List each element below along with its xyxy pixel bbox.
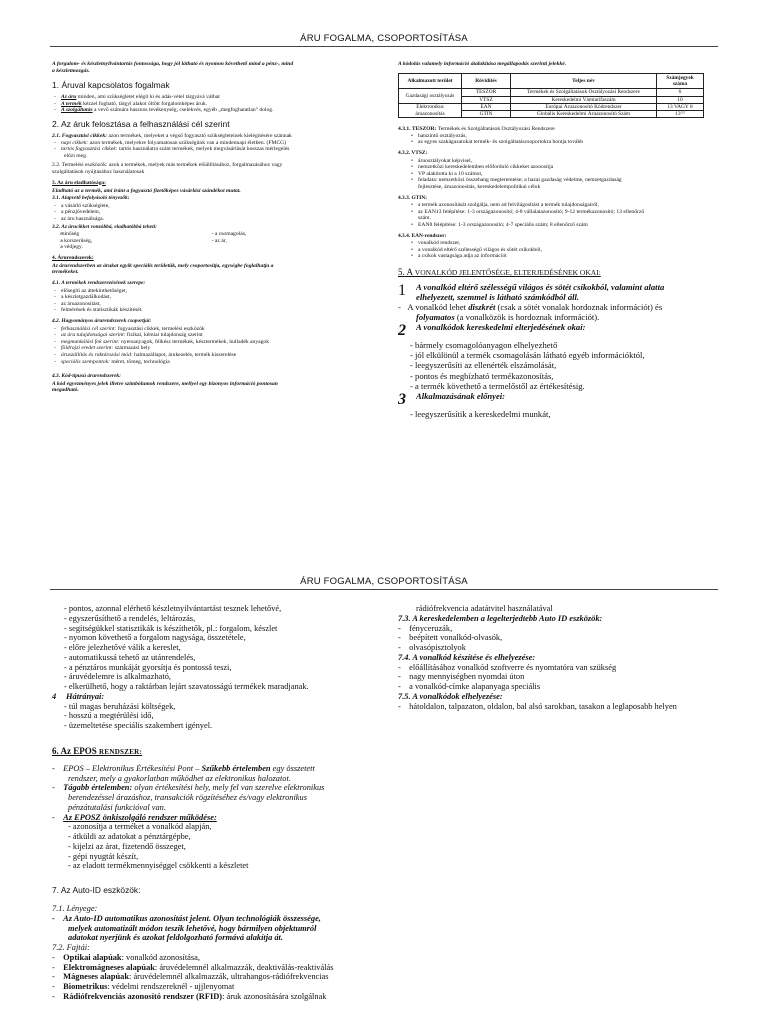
list-item: - Az Auto-ID automatikus azonosítást jelent. Olyan technológiák összessége, — [52, 913, 321, 923]
section-7-4-heading: 7.4. A vonalkód készítése és elhelyezése: — [398, 652, 536, 662]
coding-intro: A kódolás valamely információ átalakítása megállapodás szerinti jelekké. — [398, 61, 567, 67]
list-item: - Optikai alapúak: vonalkód azonosítása, — [52, 952, 200, 962]
list-item: - Az EPOSZ önkiszolgáló rendszer működése: — [52, 812, 217, 822]
list-item: - előre jelezhetővé válik a kereslet, — [64, 643, 181, 652]
rf-continuation: rádiófrekvencia adatátvitel használatával — [416, 604, 553, 613]
section-4-heading: 4. Árurendszerek: — [52, 254, 94, 261]
list-item: - pontos, azonnal elérhető készletnyilvántartást tesznek lehetővé, — [64, 604, 282, 613]
ean-heading: 4.3.4. EAN-rendszer: — [398, 232, 447, 239]
list-item: • hatszintű osztályozás, — [398, 133, 720, 140]
list-item: • VP alakította ki a 10 számot, — [398, 171, 720, 178]
page-1-header: ÁRU FOGALMA, CSOPORTOSÍTÁSA — [300, 33, 468, 44]
section-3-1-heading: 3.1. Alapvető befolyásoló tényezők: — [52, 195, 130, 202]
list-item: - pontos és megbízható termékazonosítás, — [410, 370, 554, 381]
list-item: - A termék kézzel fogható, tárgyi alakot öltött forgalomképes áruk. — [52, 101, 370, 108]
section-2-1 — [52, 133, 370, 159]
section-7-3-heading: 7.3. A kereskedelemben a legelterjedtebb Auto ID eszközök: — [398, 613, 603, 623]
section-4-3-intro: A kód egyezményes jelek illetve szimbólumok rendszere, mellyel egy bizonyos információ pontosan megadható. — [52, 380, 278, 394]
list-item: 2.1. Fogyasztási cikkek: azon termékek, melyeket a végső fogyasztó szükségleteinek kielégítésére szánnak — [52, 132, 292, 139]
list-item-continuation: folyamatos (a vonalközök is hordoznak információt). — [416, 312, 600, 323]
page-2-header-rule — [50, 589, 718, 590]
list-item: • feladata: nemzetközi összehang megteremtése; a hazai gazdaság védelme, nemzetgazdaság — [398, 177, 720, 184]
section-2-2: 2.2. Termelési eszközök: azok a termékek, melyek más termékek előállításához, forgalmazásához vagy szolgáltatások nyújtásához használatosak — [52, 162, 283, 175]
list-item: - A vonalkód lehet diszkrét (csak a sötét vonalak hordoznak információt) és — [398, 302, 663, 313]
section-4-2-heading: 4.2. Hagyományos árurendszerek csoportjai: — [52, 318, 152, 325]
list-item: - egyszerűsíthető a rendelés, leltározás, — [64, 613, 196, 623]
section-7-2-heading: 7.2. Fajtái: — [52, 943, 90, 952]
table-cell: 13 VAGY 8 — [657, 103, 704, 110]
list-item: - nyomon követhető a forgalom nagysága, összetétele, — [64, 633, 246, 643]
list-item: - a pénzjövedelem, — [52, 209, 370, 216]
list-item: • vonalkód rendszer, — [398, 240, 720, 247]
epos-list: - EPOS – Elektronikus Értékesítési Pont – Szűkebb értelemben egy összetett rendszer, mely a gyakorlatban működhet az elektronikus halozatot. - Tágabb értelemben: olyan értékesítési hely, mely fel van szerelve elektronikus berendezéssel árazáshoz, transakciók rögzítéséhez és/vagy elektronikus pénzátutalási funkcióval van. - Az EPOSZ önkiszolgáló rendszer működése: - azonosítja a terméket a vonalkód alapján, - átküldi az adatokat a pénztárgépbe, - kijelzi az árat, fizetendő összeget, - gépi nyugtát készít, - az eladott termékmennyiséggel csökkenti a készletet — [52, 764, 382, 871]
list-item: - bármely csomagolóanyagon elhelyezhető — [410, 340, 558, 351]
list-item: - hátoldalon, talpazaton, oldalon, bal alsó sarokban, tasakon a leglaposabb helyen — [398, 701, 677, 711]
list-item: - áruvédelemre is alkalmazható, — [64, 672, 171, 682]
gtin-heading: 4.3.3. GTIN: — [398, 194, 428, 201]
table-cell: TESZOR — [462, 89, 511, 96]
list-item: - fényceruzák, — [398, 623, 453, 633]
section-4-1-heading: 4.1. A termékek rendszerezésének szerepe: — [52, 280, 146, 287]
page-2-left-column: - pontos, azonnal elérhető készletnyilvántartást tesznek lehetővé, - egyszerűsíthető a rendelés, leltározás, - segítségükkel statisztikák is készíthetők, pl.: forgalom, készlet - nyomon követhető a forgalom nagysága, összetétele, - előre jelezhetővé válik a kereslet, - automatikussá tehető az utánrendelés, - a pénztáros munkáját gyorsítja és pontossá teszi, - áruvédelemre is alkalmazható, - elkerülhető, hogy a raktárban lejárt szavatosságú termékek maradjanak. 4 Hátrányai: - túl magas beruházási költségek, - hosszú a megtérülési idő, - üzemeltetése speciális szakembert igényel. 6. Az EPOS RENDSZER: - EPOS – Elektronikus Értékesítési Pont – Szűkebb értelemben egy összetett rendszer, mely a gyakorlatban működhet az elektronikus halozatot. - Tágabb értelemben: olyan értékesítési hely, mely fel van szerelve elektronikus berendezéssel árazáshoz, transakciók rögzítéséhez és/vagy elektronikus pénzátutalási funkcióval van. - Az EPOSZ önkiszolgáló rendszer működése: - azonosítja a terméket a vonalkód alapján, - átküldi az adatokat a pénztárgépbe, - kijelzi az árat, fizetendő összeget, - gépi nyugtát készít, - az eladott termékmennyiséggel csökkenti a készletet 7. Az Auto-ID eszközök: 7.1. Lényege: - Az Auto-ID automatikus azonosítást jelent. Olyan technológiák összessége, melyek automatizált módon teszik lehetővé, hogy bármilyen objektumról adatokat nyerjünk és azokat feldolgozható formává alakítja át. 7.2. Fajtái: - Optikai alapúak: vonalkód azonosítása, - Elektromágneses alapúak: áruvédelemnél alkalmazzák, deaktiválás-reaktiválás - Mágneses alapúak: áruvédelemnél alkalmazzák, ultrahangos-rádiófrekvencias - Biometrikus: védelmi rendszereknél - ujjlenyomat - Rádiófrekvenciás azonosító rendszer (RFID): áruk azonosítására szolgálnak — [52, 604, 382, 1024]
list-item: - napi cikkek: azon termékek, melyekre folyamatosan szükségünk van a mindennapi életben. (FMCG) — [52, 140, 370, 147]
list-item: - áruszállítás és raktározási mód: halmazállapot, árukezelés, termék kiszerelése — [52, 352, 370, 359]
list-item: - a készletgazdálkodást, — [52, 294, 370, 301]
section-4-2-list — [52, 326, 370, 366]
list-item: - Biometrikus: védelmi rendszereknél - ujjlenyomat — [52, 982, 235, 991]
list-item: - speciális szempontok: méret, tömeg, technológia — [52, 359, 370, 366]
section-5-heading: 5. A VONALKÓD JELENTŐSÉGE, ELTERJEDÉSÉNEK OKAI: — [398, 266, 601, 277]
section-3-2-heading: 3.2. Az árucikket vonzóbbá, eladhatóbbá teheti: — [52, 223, 157, 230]
table-row — [399, 103, 704, 110]
list-item: - jól elkülönül a termék csomagolásán látható egyéb információktól, — [410, 350, 645, 361]
page-1-header-rule — [50, 46, 718, 47]
section-3-1-list — [52, 203, 370, 223]
section-7-5-heading: 7.5. A vonalkódok elhelyezése: — [398, 691, 503, 701]
list-item: - a pénztáros munkáját gyorsítja és pontossá teszi, — [64, 662, 232, 672]
list-item: - a vonalkód-címke alapanyaga speciális — [398, 682, 541, 691]
list-item: • az EAN13 felépítése: 1-3 országazonosító; 4-8 vállalatazonosító; 9-12 termékazonosító; 13 ellenőrző — [398, 209, 720, 216]
page-2-header: ÁRU FOGALMA, CSOPORTOSÍTÁSA — [300, 576, 468, 587]
list-item: • a termék azonosítását szolgálja, nem ad felvilágosítást a termék tulajdonságairól, — [398, 202, 720, 209]
table-cell: 6 — [657, 89, 704, 96]
section-2-heading: 2. Az áruk felosztása a felhasználási cél szerint — [52, 118, 230, 129]
list-item: - üzemeltetése speciális szakembert igényel. — [64, 721, 213, 730]
table-cell: Kereskedelmi Vámtarifaszám — [511, 96, 657, 103]
list-item: - az áru használsága. — [52, 216, 370, 223]
list-item: - A szolgáltatás a vevő számára hasznos tevékenység, cselekvés, egyéb „megfoghatatlan" dolog. — [52, 107, 370, 114]
list-item: • áruosztályokat képvisel, — [398, 158, 720, 165]
list-item: - leegyszerűsíti az ellenérték elszámolását, — [410, 360, 557, 371]
disadvantages-heading: 4 Hátrányai: — [52, 691, 105, 701]
list-item: előzi meg. — [64, 152, 88, 159]
list-item: - a vásárló szükséglete, — [52, 203, 370, 210]
list-item: - minőség - a csomagolás, — [52, 231, 370, 238]
list-item: - EPOS – Elektronikus Értékesítési Pont – Szűkebb értelemben egy összetett — [52, 763, 315, 773]
list-item: • a vonalkód eltérő szélességű világos és sötét csíkokból, — [398, 247, 720, 254]
list-item: • a csíkok vastagsága adja az információt — [398, 253, 720, 260]
list-item: - felmérések és statisztikák készítését. — [52, 307, 370, 314]
list-item: - Az áru minden, ami szükségletet elégít ki és adás-vétel tárgyává válhat — [52, 94, 370, 101]
table-header: Teljes név — [511, 74, 657, 89]
table-header: Alkalmazott terület — [399, 74, 462, 89]
list-item: - felhasználási cél szerint: fogyasztási cikkek, termelési eszközök — [52, 326, 370, 333]
table-cell: Elektronikus áruazonosítás — [399, 103, 462, 117]
vtsz-heading: 4.3.2. VTSZ: — [398, 150, 428, 156]
list-item: - automatikussá tehető az utánrendelés, — [64, 652, 196, 662]
list-item: - olvasópisztolyok — [398, 643, 466, 652]
list-item: - leegyszerűsítik a kereskedelmi munkát, — [410, 408, 551, 419]
list-item: - az áruazonosítást, — [52, 301, 370, 308]
list-item: - hosszú a megtérülési idő, — [64, 711, 154, 721]
section-3-intro: Eladható az a termék, ami iránt a fogyasztó fizetőképes vásárlási szándékot mutat. — [52, 187, 241, 194]
list-item: • az egyes szakágazatokat termék- és szolgáltatáscsoportokra bontja tovább — [398, 139, 720, 146]
section-4-3-heading: 4.3. Kód-típusú árurendszerek: — [52, 373, 121, 380]
list-item-continuation: szám. — [418, 215, 431, 222]
list-item: - földrajzi eredet szerint: származási hely — [52, 345, 370, 352]
teszor-heading: 4.3.1. TESZOR: Termékek és Szolgáltatások Osztályozási Rendszere — [398, 126, 555, 133]
section-3-heading: 3. Az áru eladhatósága: — [52, 179, 106, 186]
identifier-table — [398, 73, 704, 118]
table-cell: Európai Áruazonosító Kódrendszer — [511, 103, 657, 110]
table-cell: VTSZ — [462, 96, 511, 103]
page-1-left-column — [52, 61, 370, 501]
list-item: - nagy mennyiségben nyomdai úton — [398, 672, 525, 682]
table-row — [399, 89, 704, 96]
intro-paragraph: A forgalom- és készletnyilvántartás fontossága, hogy jól látható és nyomon követhető mind a pénz-, mind a készletmozgás. — [52, 61, 294, 74]
table-cell: Globális Kereskedelmi Áruazonosító Szám — [511, 111, 657, 118]
table-cell: GTIN — [462, 111, 511, 118]
list-item: - elkerülhető, hogy a raktárban lejárt szavatosságú termékek maradjanak. — [64, 682, 309, 691]
section-6-heading: 6. Az EPOS RENDSZER: — [52, 745, 143, 756]
list-item: - előállításához vonalkód szoftverre és nyomtatóra van szükség — [398, 662, 617, 672]
section-7-1-heading: 7.1. Lényege: — [52, 904, 98, 913]
section-4-intro: Az árurendszerben az árukat egyik speciális területük, mely csoportosítja, egységbe foglalhatja a termékeket. — [52, 262, 274, 276]
table-header-row — [399, 74, 704, 89]
table-header: Számjegyek száma — [657, 74, 704, 89]
list-item: - Elektromágneses alapúak: áruvédelemnél alkalmazzák, deaktiválás-reaktiválás — [52, 962, 334, 972]
list-item: - túl magas beruházási költségek, — [64, 701, 176, 711]
advantages-list — [52, 604, 382, 692]
page-2-right-column — [398, 604, 720, 764]
list-item: • EAN8 felépítése: 1-3 országazonosító; 4-7 speciális szám; 8 ellenőrző szám — [398, 222, 720, 229]
list-item: - Rádiófrekvenciás azonosító rendszer (RFID): áruk azonosítására szolgálnak — [52, 991, 327, 1001]
section-5: 5. A VONALKÓD JELENTŐSÉGE, ELTERJEDÉSÉNEK OKAI: 1 A vonalkód eltérő szélességű világos és sötét csíkokból, valamint alatta elhelyezett, szemmel is látható számkódból áll. - A vonalkód lehet diszkrét (csak a sötét vonalak hordoznak információt) és folyamatos (a vonalközök is hordoznak információt). 2 A vonalkódok kereskedelmi elterjedésének okai: - bármely csomagolóanyagon elhelyezhető - jól elkülönül a termék csomagolásán látható egyéb információktól, - leegyszerűsíti az ellenérték elszámolását, - pontos és megbízható termékazonosítás, - a termék követhető a termelőstől az értékesítésig. 3 Alkalmazásának előnyei: - leegyszerűsítik a kereskedelmi munkát, — [398, 266, 720, 419]
list-item-continuation: fejlesztése, áruazonosítás, kereskedelempolitikai célok — [418, 183, 541, 190]
section-4-1-list — [52, 288, 370, 314]
list-item: - segítségükkel statisztikák is készíthetők, pl.: forgalom, készlet — [64, 623, 278, 633]
list-item: - tartós fogyasztási cikkek: tartós használatra szánt termékek, melyek megvásárlását hosszas mérlegelés — [52, 146, 370, 153]
section-3-2-list — [52, 231, 370, 251]
list-item: - az áru tulajdonságai szerint: fizikai, kémiai tulajdonság szerint — [52, 332, 370, 339]
list-item: - a termék követhető a termelőstől az értékesítésig. — [410, 380, 585, 391]
list-item: • nemzetközi kereskedelemben előforduló cikkeket azonosítja — [398, 164, 720, 171]
table-cell: 13⁽²⁾ — [657, 111, 704, 118]
list-item: - a védjegy. — [52, 244, 370, 251]
section-1-list — [52, 94, 370, 114]
table-cell: 10 — [657, 96, 704, 103]
table-header: Rövidítés — [462, 74, 511, 89]
list-item: - elősegíti az áttekinthetőséget, — [52, 288, 370, 295]
page-1-right-column — [398, 61, 720, 501]
list-item: - Tágabb értelemben: olyan értékesítési hely, mely fel van szerelve elektronikus — [52, 783, 325, 793]
list-item: - a korszerűség, - az ár, — [52, 238, 370, 245]
section-7-heading: 7. Az Auto-ID eszközök: — [52, 885, 141, 895]
section-1-heading: 1. Áruval kapcsolatos fogalmak — [52, 80, 170, 91]
list-item: - megmunkálási fok szerint: nyersanyagok, félkész termékek, késztermékek, hulladék anyagok — [52, 339, 370, 346]
table-cell: Gazdasági osztályozás — [399, 89, 462, 103]
table-cell: EAN — [462, 103, 511, 110]
list-item: - Mágneses alapúak: áruvédelemnél alkalmazzák, ultrahangos-rádiófrekvencias — [52, 972, 329, 982]
table-cell: Termékek és Szolgáltatások Osztályozási Rendszere — [511, 89, 657, 96]
list-item: - beépített vonalkód-olvasók, — [398, 633, 503, 643]
